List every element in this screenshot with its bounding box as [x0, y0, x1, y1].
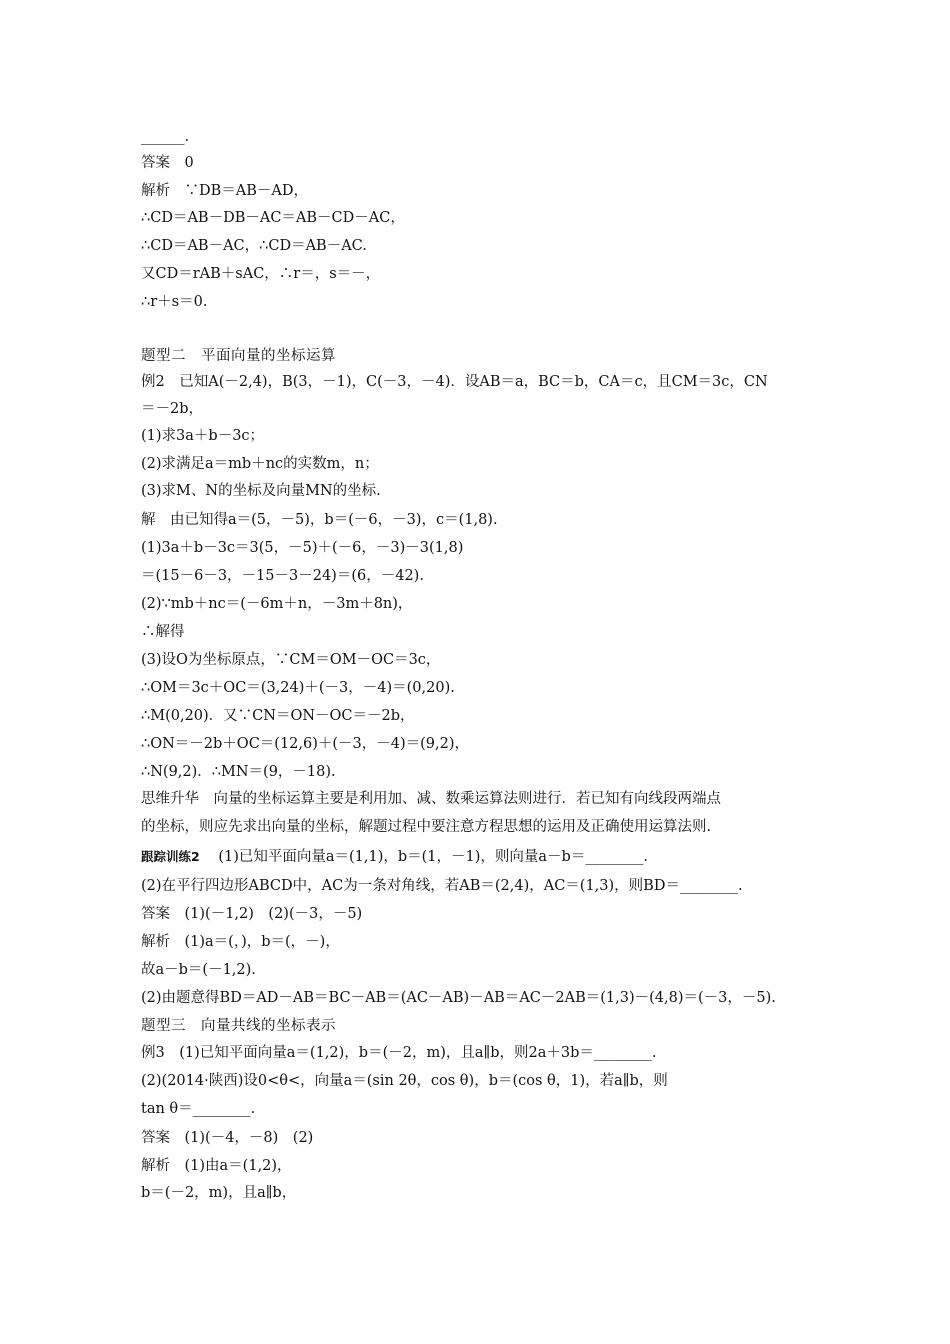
text-line: (1)求3a＋b－3c； — [141, 428, 265, 444]
analysis-line: 解析 (1)a＝(，)，b＝(，－)， — [141, 934, 340, 950]
text-line: ＝－2b， — [141, 401, 204, 417]
analysis-line: 解析 (1)由a＝(1,2)， — [141, 1158, 292, 1174]
text-line: (1)3a＋b－3c＝3(5，－5)＋(－6，－3)－3(1,8) — [141, 540, 464, 556]
summary-line: 的坐标，则应先求出向量的坐标，解题过程中要注意方程思想的运用及正确使用运算法则. — [141, 819, 712, 835]
text-line: ∴N(9,2)．∴MN＝(9，－18). — [141, 764, 336, 780]
text-line: ∴OM＝3c＋OC＝(3,24)＋(－3，－4)＝(0,20). — [141, 680, 455, 696]
text-line: (3)求M、N的坐标及向量MN的坐标. — [141, 483, 381, 499]
text-line: ＝(15－6－3，－15－3－24)＝(6，－42). — [141, 568, 424, 584]
answer-line: 答案 0 — [141, 155, 194, 171]
summary-line: 思维升华 向量的坐标运算主要是利用加、减、数乘运算法则进行．若已知有向线段两端点 — [141, 791, 721, 807]
practice-question: (1)已知平面向量a＝(1,1)，b＝(1，－1)，则向量a－b＝________. — [218, 849, 648, 865]
analysis-line: 解析 ∵DB＝AB－AD， — [141, 183, 309, 199]
text-line: b＝(－2，m)，且a∥b， — [141, 1185, 297, 1201]
solution-line: 解 由已知得a＝(5，－5)，b＝(－6，－3)，c＝(1,8). — [141, 512, 498, 528]
practice-tag: 跟踪训练2 — [141, 849, 200, 864]
example-line: 例3 (1)已知平面向量a＝(1,2)，b＝(－2，m)，且a∥b，则2a＋3b＝________. — [141, 1045, 657, 1061]
text-line: 故a－b＝(－1,2). — [141, 962, 256, 978]
text-line: ∴ON＝－2b＋OC＝(12,6)＋(－3，－4)＝(9,2)， — [141, 736, 470, 752]
text-line: ∴CD＝AB－DB－AC＝AB－CD－AC， — [141, 210, 405, 226]
text-line: (2)∵mb＋nc＝(－6m＋n，－3m＋8n)， — [141, 596, 413, 612]
blank-line: ______. — [141, 129, 190, 145]
text-line: ∴解得 — [141, 624, 185, 640]
section-heading: 题型二 平面向量的坐标运算 — [141, 348, 336, 364]
text-line: (3)设O为坐标原点，∵CM＝OM－OC＝3c， — [141, 652, 441, 668]
text-line: ∴CD＝AB－AC，∴CD＝AB－AC. — [141, 238, 367, 254]
text-line: (2)由题意得BD＝AD－AB＝BC－AB＝(AC－AB)－AB＝AC－2AB＝(1,3)－(4,8)＝(－3，－5). — [141, 990, 776, 1006]
text-line: (2)求满足a＝mb＋nc的实数m，n； — [141, 456, 379, 472]
text-line: tan θ＝________. — [141, 1101, 256, 1117]
text-line: (2)(2014·陕西)设0<θ<，向量a＝(sin 2θ，cos θ)，b＝(cos θ，1)，若a∥b，则 — [141, 1073, 668, 1089]
text-line: ∴r＋s＝0. — [141, 294, 208, 310]
text-line: (2)在平行四边形ABCD中，AC为一条对角线，若AB＝(2,4)，AC＝(1,3)，则BD＝________. — [141, 878, 743, 894]
answer-line: 答案 (1)(－4，－8) (2) — [141, 1130, 314, 1146]
answer-line: 答案 (1)(－1,2) (2)(－3，－5) — [141, 906, 363, 922]
text-line: ∴M(0,20)．又∵CN＝ON－OC＝－2b， — [141, 708, 415, 724]
practice-line — [141, 847, 648, 867]
text-line: 又CD＝rAB＋sAC，∴r＝，s＝－， — [141, 266, 381, 282]
section-heading: 题型三 向量共线的坐标表示 — [141, 1018, 336, 1034]
example-line: 例2 已知A(－2,4)，B(3，－1)，C(－3，－4)．设AB＝a，BC＝b，CA＝c，且CM＝3c，CN — [141, 374, 768, 390]
